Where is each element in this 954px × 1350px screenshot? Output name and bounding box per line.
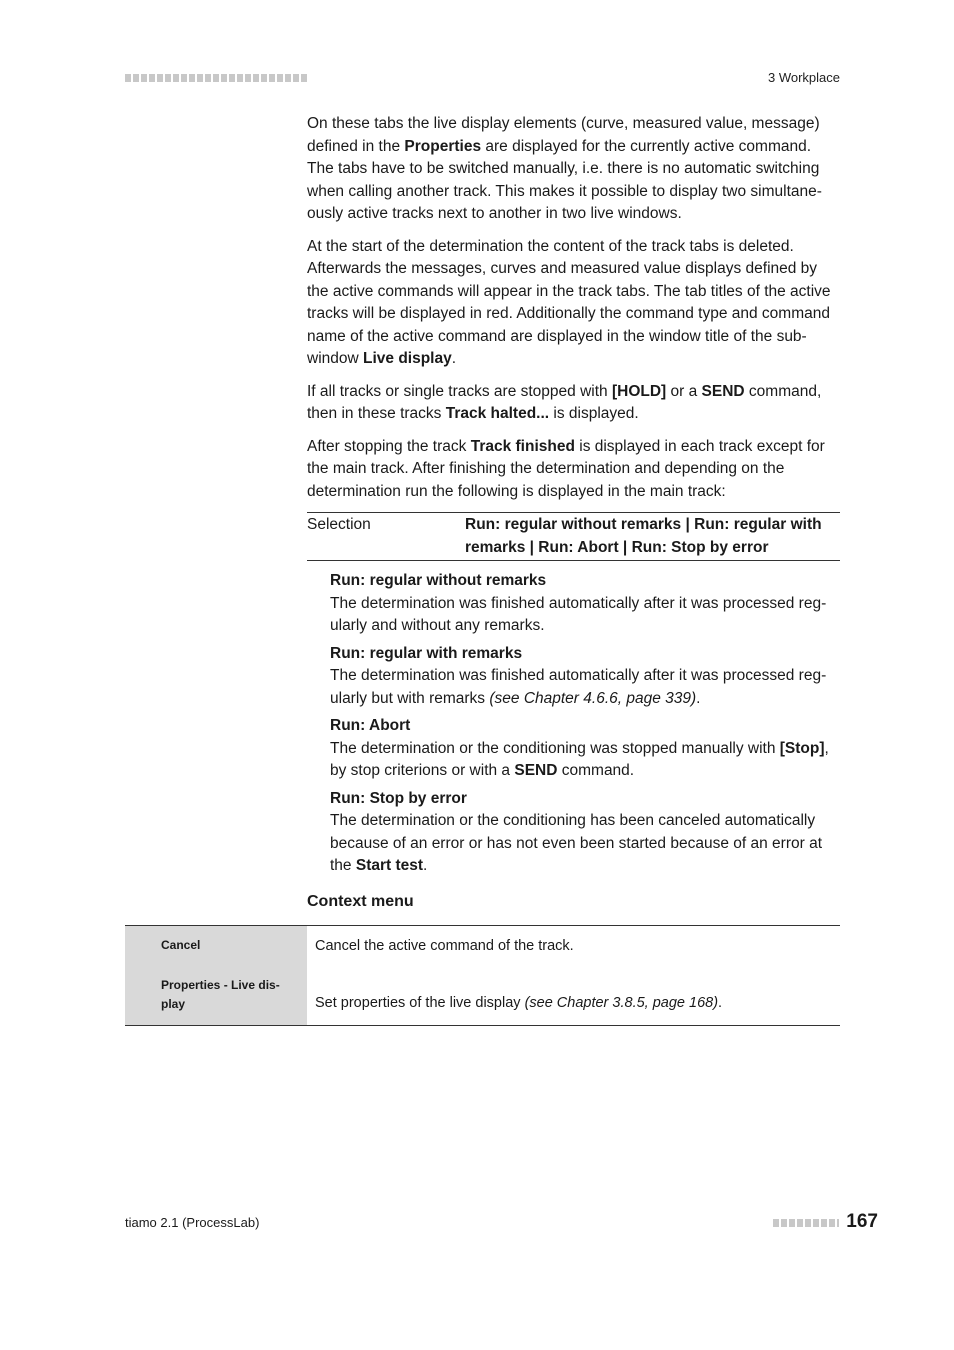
context-menu-table [125,925,840,1026]
header-decoration [125,74,307,82]
context-menu-desc-properties: Set properties of the live display (see Chapter 3.8.5, page 168). [315,995,723,1011]
context-menu-item-cancel: Cancel [161,938,201,952]
context-menu-item-properties: Properties - Live dis-play [161,978,280,1011]
context-menu-desc-cancel: Cancel the active command of the track. [315,938,574,954]
definition-desc: The determination or the conditioning was stopped manually with [Stop], by stop criterions or with a SEND command. [330,739,829,779]
selection-label: Selection [307,516,371,533]
definition-term: Run: regular without remarks [330,572,547,589]
selection-table [307,512,840,561]
definition-desc: The determination was finished automatically after it was processed reg-ularly but with remarks (see Chapter 4.6.6, page 339). [330,667,827,707]
chapter-reference[interactable]: (see Chapter 3.8.5, page 168) [524,995,719,1011]
main-content [307,113,840,883]
chapter-reference[interactable]: (see Chapter 4.6.6, page 339) [489,689,697,707]
context-menu-heading: Context menu [307,893,414,910]
definition-term: Run: regular with remarks [330,644,523,662]
selection-value: Run: regular without remarks | Run: regular with remarks | Run: Abort | Run: Stop by error [465,516,822,556]
paragraph-4: After stopping the track Track finished is displayed in each track except for the main track. After finishing the determination and depending on the determination run the following is displayed in the main track: [307,437,825,500]
definition-term: Run: Abort [330,717,411,734]
paragraph-2: At the start of the determination the content of the track tabs is deleted. Afterwards the messages, curves and measured value displays defined by the active commands will appear in the track tabs. The tab titles of the active tracks will be displayed in red. Additionally the command type and command name of the active command are displayed in the window title of the sub-window Live display. [307,237,831,367]
footer-product: tiamo 2.1 (ProcessLab) [125,1215,260,1230]
definition-desc: The determination was finished automatically after it was processed reg-ularly and without any remarks. [330,594,827,634]
page-number: 167 [846,1211,878,1232]
definition-desc: The determination or the conditioning has been canceled automatically because of an error or has not even been started because of an error at the Start test. [330,812,823,874]
definition-list [330,570,840,878]
paragraph-3: If all tracks or single tracks are stopped with [HOLD] or a SEND command, then in these tracks Track halted... is displayed. [307,382,822,422]
paragraph-1: On these tabs the live display elements (curve, measured value, message) defined in the Properties are displayed for the currently active command. The tabs have to be switched manually, i.e. there is no automatic switching when calling another track. This makes it possible to display two simultane-ously active tracks next to another in two live windows. [307,115,822,222]
footer-decoration [773,1219,839,1227]
chapter-title: 3 Workplace [767,70,840,85]
definition-term: Run: Stop by error [330,789,467,807]
